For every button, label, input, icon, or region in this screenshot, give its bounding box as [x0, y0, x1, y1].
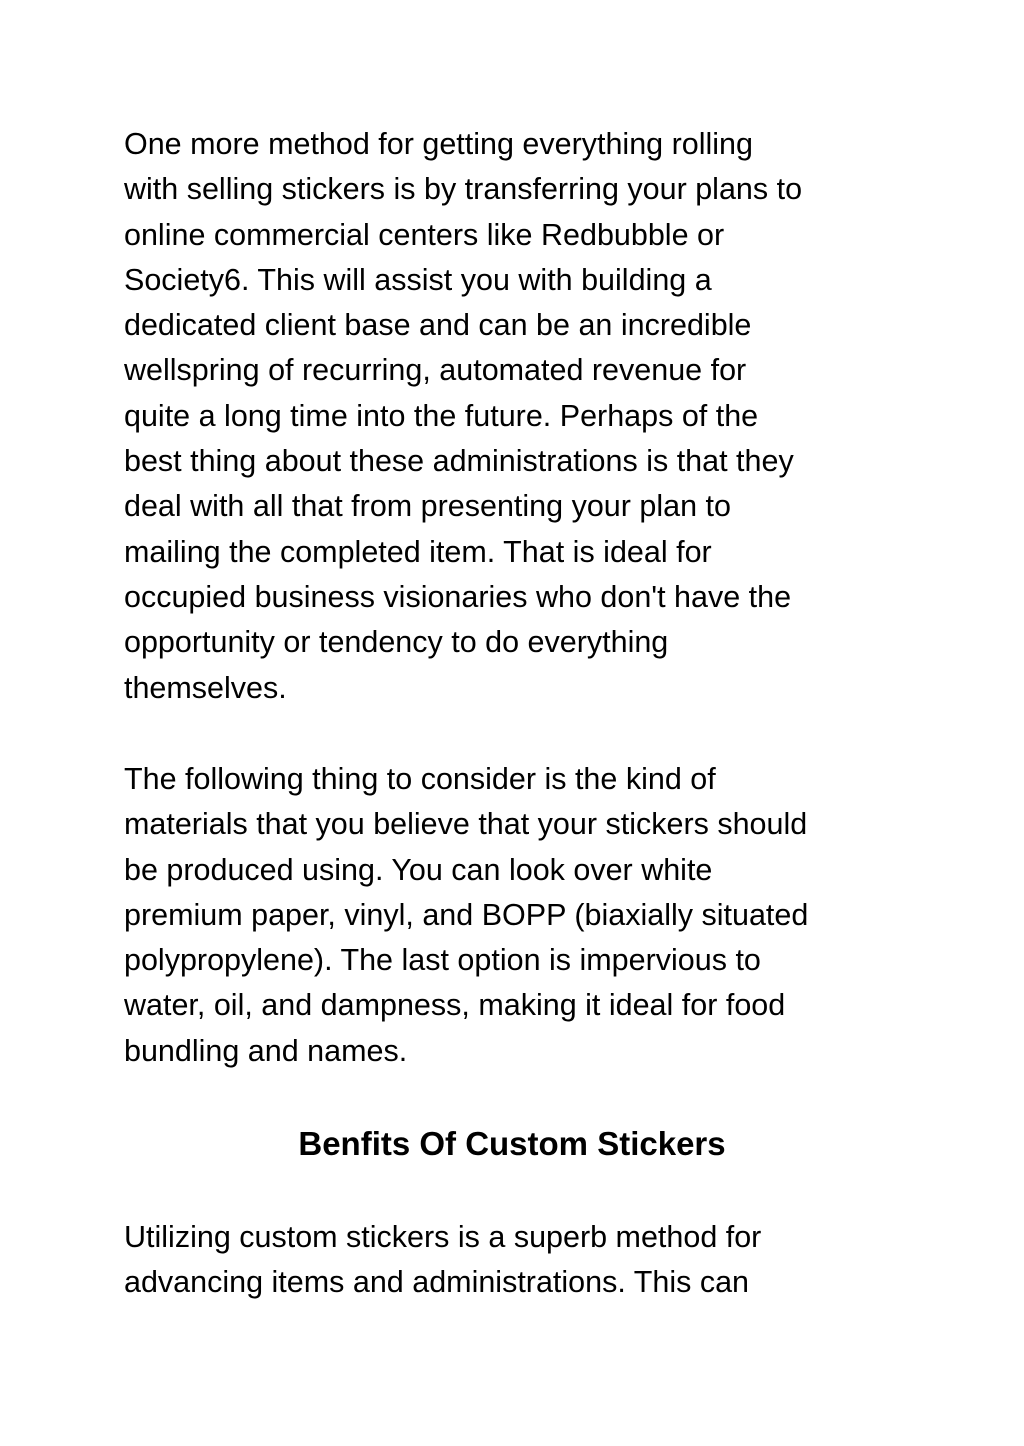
- paragraph-materials: [124, 757, 808, 1074]
- text-line: wellspring of recurring, automated revenue for: [124, 353, 747, 388]
- text-line: One more method for getting everything rolling: [124, 127, 753, 161]
- text-line: best thing about these administrations is that they: [124, 444, 794, 479]
- text-line: Society6. This will assist you with building a: [124, 262, 712, 297]
- text-line: quite a long time into the future. Perhaps of the: [124, 398, 759, 433]
- text-line: polypropylene). The last option is impervious to: [124, 943, 761, 978]
- text-line: online commercial centers like Redbubble or: [124, 217, 725, 252]
- text-line: Utilizing custom stickers is a superb method for: [124, 1220, 762, 1254]
- text-line: with selling stickers is by transferring your plans to: [124, 172, 803, 207]
- text-line: be produced using. You can look over white: [124, 852, 713, 887]
- text-line: advancing items and administrations. This can: [124, 1265, 750, 1300]
- text-line: materials that you believe that your stickers should: [124, 807, 808, 842]
- text-line: bundling and names.: [124, 1033, 408, 1068]
- paragraph-benefits: [124, 1215, 761, 1306]
- text-line: premium paper, vinyl, and BOPP (biaxially situated: [124, 897, 809, 932]
- text-line: The following thing to consider is the kind of: [124, 762, 716, 796]
- text-line: dedicated client base and can be an incredible: [124, 308, 752, 343]
- text-line: deal with all that from presenting your plan to: [124, 489, 731, 524]
- text-line: water, oil, and dampness, making it ideal for food: [124, 988, 786, 1023]
- text-line: opportunity or tendency to do everything: [124, 625, 669, 660]
- text-line: mailing the completed item. That is ideal for: [124, 534, 712, 569]
- text-line: occupied business visionaries who don't have the: [124, 579, 792, 614]
- section-heading: Benfits Of Custom Stickers: [298, 1125, 726, 1162]
- text-line: themselves.: [124, 670, 287, 705]
- paragraph-selling-online: [124, 122, 802, 711]
